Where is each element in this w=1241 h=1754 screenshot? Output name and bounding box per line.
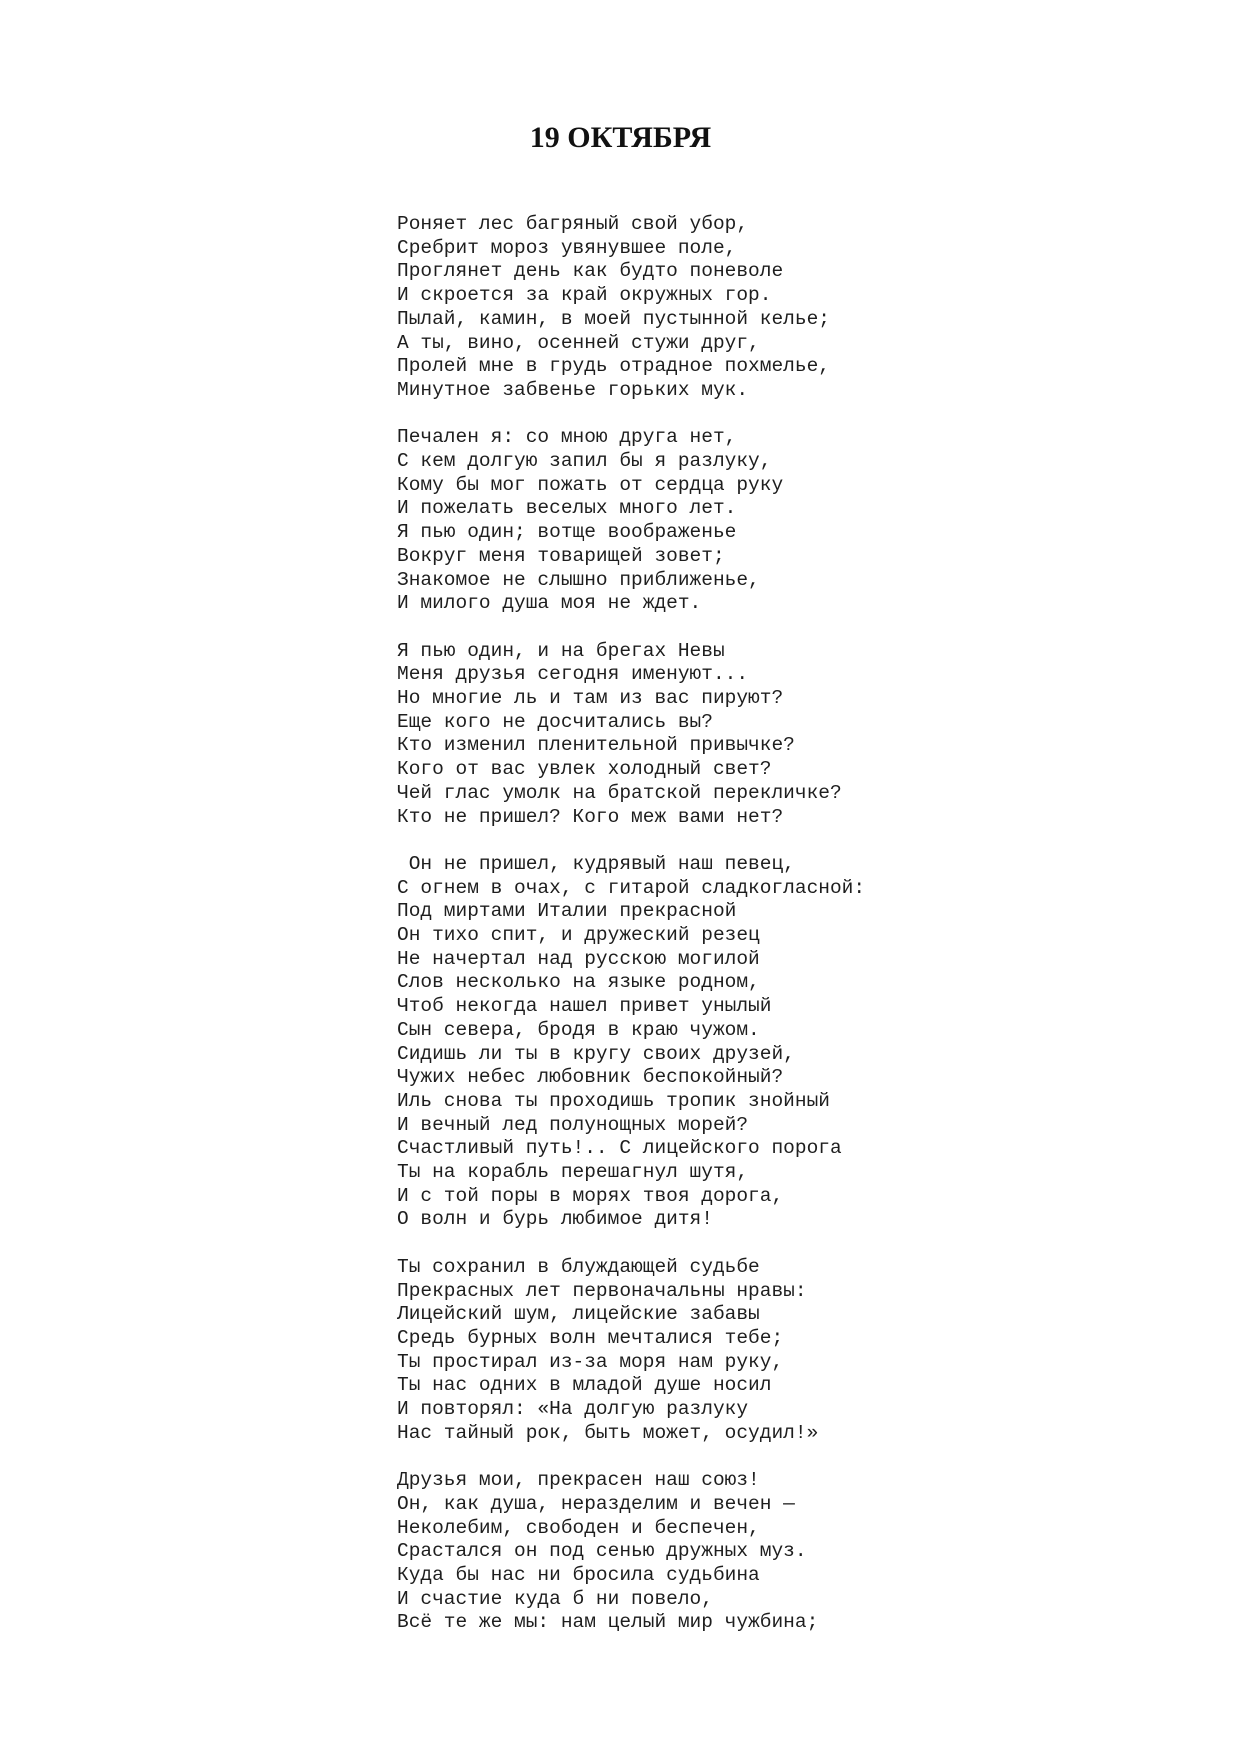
stanza: [397, 213, 1197, 403]
poem-line: Вокруг меня товарищей зовет;: [397, 544, 725, 567]
poem-line: Он тихо спит, и дружеский резец: [397, 924, 760, 947]
poem-line: Иль снова ты проходишь тропик знойный: [397, 1089, 830, 1112]
poem-line: И счастие куда б ни повело,: [397, 1587, 713, 1610]
poem-line: Чей глас умолк на братской перекличке?: [397, 781, 842, 804]
poem-line: Роняет лес багряный свой убор,: [397, 213, 749, 235]
poem-line: О волн и бурь любимое дитя!: [397, 1208, 713, 1231]
poem-line: Минутное забвенье горьких мук.: [397, 378, 749, 401]
poem-line: Срастался он под сенью дружных муз.: [397, 1540, 807, 1563]
stanza: [397, 1469, 1197, 1635]
poem-line: Печален я: со мною друга нет,: [397, 426, 737, 449]
poem-line: Ты простирал из-за моря нам руку,: [397, 1350, 784, 1373]
poem-line: Проглянет день как будто поневоле: [397, 260, 784, 283]
poem-body: [397, 213, 1197, 1659]
poem-line: Сребрит мороз увянувшее поле,: [397, 236, 737, 259]
poem-line: Он не пришел, кудрявый наш певец,: [397, 852, 795, 875]
poem-line: Кому бы мог пожать от сердца руку: [397, 473, 784, 496]
poem-line: Ты нас одних в младой душе носил: [397, 1374, 772, 1397]
poem-line: Сын севера, бродя в краю чужом.: [397, 1018, 760, 1041]
poem-line: Лицейский шум, лицейские забавы: [397, 1303, 760, 1326]
poem-line: Я пью один; вотще воображенье: [397, 521, 737, 544]
poem-line: Пылай, камин, в моей пустынной келье;: [397, 307, 830, 330]
poem-line: И с той поры в морях твоя дорога,: [397, 1184, 784, 1207]
stanza: [397, 426, 1197, 616]
poem-line: Но многие ль и там из вас пируют?: [397, 687, 784, 710]
poem-title: 19 ОКТЯБРЯ: [529, 121, 712, 154]
poem-line: Пролей мне в грудь отрадное похмелье,: [397, 355, 830, 378]
poem-line: Кто изменил пленительной привычке?: [397, 734, 795, 757]
poem-line: Еще кого не досчитались вы?: [397, 710, 713, 733]
poem-line: С кем долгую запил бы я разлуку,: [397, 450, 772, 473]
stanza: [397, 853, 1197, 1232]
poem-line: Знакомое не слышно приближенье,: [397, 568, 760, 591]
poem-line: И пожелать веселых много лет.: [397, 497, 737, 520]
poem-line: Под миртами Италии прекрасной: [397, 900, 737, 923]
poem-line: Прекрасных лет первоначальны нравы:: [397, 1279, 807, 1302]
poem-line: Нас тайный рок, быть может, осудил!»: [397, 1421, 819, 1444]
poem-line: И скроется за край окружных гор.: [397, 284, 772, 307]
poem-line: Друзья мои, прекрасен наш союз!: [397, 1469, 760, 1492]
poem-line: Куда бы нас ни бросила судьбина: [397, 1564, 760, 1586]
poem-line: Я пью один, и на брегах Невы: [397, 639, 725, 662]
poem-line: И повторял: «На долгую разлуку: [397, 1398, 749, 1421]
poem-line: Ты сохранил в блуждающей судьбе: [397, 1255, 760, 1278]
poem-line: Неколебим, свободен и беспечен,: [397, 1516, 760, 1539]
poem-line: Средь бурных волн мечталися тебе;: [397, 1326, 784, 1349]
poem-line: Не начертал над русскою могилой: [397, 947, 760, 970]
poem-line: Кто не пришел? Кого меж вами нет?: [397, 805, 784, 828]
poem-line: А ты, вино, осенней стужи друг,: [397, 331, 760, 354]
poem-line: Всё те же мы: нам целый мир чужбина;: [397, 1611, 819, 1634]
stanza: [397, 640, 1197, 830]
poem-line: Сидишь ли ты в кругу своих друзей,: [397, 1042, 795, 1065]
poem-line: Ты на корабль перешагнул шутя,: [397, 1161, 749, 1184]
poem-line: С огнем в очах, с гитарой сладкогласной:: [397, 876, 866, 899]
stanza: [397, 1256, 1197, 1446]
poem-line: И милого душа моя не ждет.: [397, 592, 702, 615]
poem-line: И вечный лед полунощных морей?: [397, 1113, 749, 1136]
poem-line: Слов несколько на языке родном,: [397, 971, 760, 994]
poem-line: Счастливый путь!.. С лицейского порога: [397, 1137, 842, 1160]
poem-line: Кого от вас увлек холодный свет?: [397, 758, 772, 781]
poem-line: Меня друзья сегодня именуют...: [397, 663, 749, 686]
poem-line: Чтоб некогда нашел привет унылый: [397, 995, 772, 1018]
poem-line: Он, как душа, неразделим и вечен —: [397, 1492, 795, 1515]
poem-line: Чужих небес любовник беспокойный?: [397, 1066, 784, 1089]
